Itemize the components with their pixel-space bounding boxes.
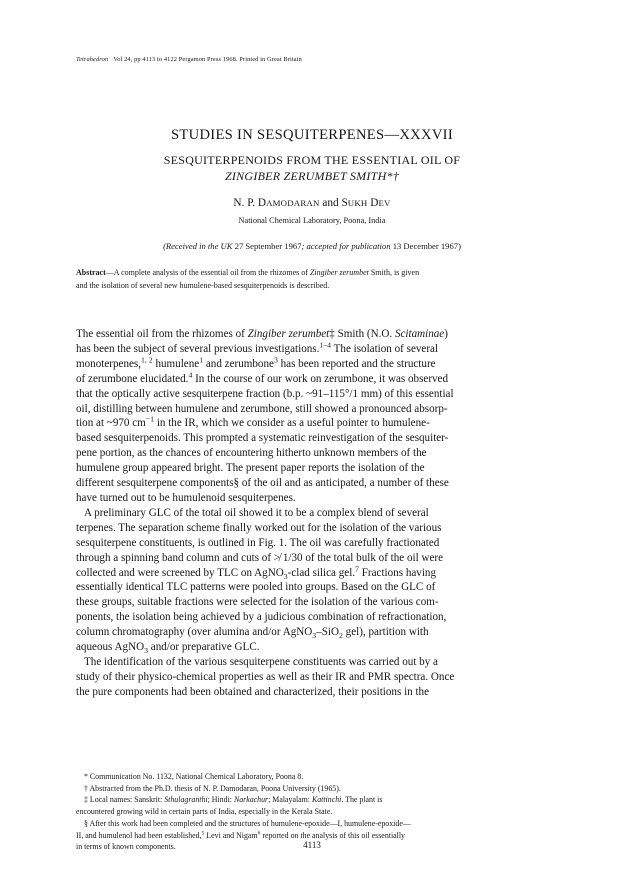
author-1-surname xyxy=(258,197,320,209)
page-number: 4113 xyxy=(303,840,321,850)
footnote-4-line-3: in terms of known components. xyxy=(76,842,176,852)
author-2-surname-initial: D xyxy=(370,197,379,209)
body-line: humulene group appeared bright. The present paper reports the isolation of the xyxy=(76,462,425,475)
body-text xyxy=(76,327,546,700)
author-2-given-initial: S xyxy=(341,197,348,209)
abstract-species: Zingiber zerumbet xyxy=(309,268,369,277)
order-name: Scitaminae xyxy=(394,328,445,340)
subscript: 3 xyxy=(312,631,317,641)
text-run: -clad silica gel. xyxy=(287,566,356,579)
author-line xyxy=(0,197,624,209)
abstract-line-2: and the isolation of several new humulene-based sesquiterpenoids is described. xyxy=(76,281,330,290)
body-line: terpenes. The separation scheme finally worked out for the isolation of the various xyxy=(76,521,442,534)
footnote-1: * Communication No. 1132, National Chemical Laboratory, Poona 8. xyxy=(84,772,304,781)
text-run: In the course of our work on zerumbone, it was observed xyxy=(192,372,449,385)
citation-ref: 3 xyxy=(273,355,278,365)
local-name: Narkachur xyxy=(233,795,269,805)
text-run: The essential oil from the rhizomes of xyxy=(76,328,248,340)
text-run: in the IR, which we consider as a useful pointer to humulene- xyxy=(154,417,430,430)
affiliation: National Chemical Laboratory, Poona, India xyxy=(238,216,386,225)
text-run: II, and humulenol had been established, xyxy=(76,830,202,840)
text-run: column chromatography (over alumina and/or AgNO xyxy=(76,626,313,639)
abstract xyxy=(76,266,548,292)
body-line xyxy=(76,563,546,581)
text-run: tion at ~970 cm xyxy=(76,417,146,430)
subscript: 3 xyxy=(144,646,148,656)
text-run: . The plant is xyxy=(341,795,383,805)
text-run: monoterpenes, xyxy=(76,357,142,370)
footnote-3-line-2: encountered growing wild in certain parts of India, especially in the Kerala State. xyxy=(76,807,333,817)
abstract-label: Abstract xyxy=(76,268,106,277)
journal-name: Tetrahedron xyxy=(76,56,109,63)
author-2-name xyxy=(341,197,390,209)
abstract-text-1: —A complete analysis of the essential oil from the rhizomes of xyxy=(105,268,310,277)
citation-ref: 4 xyxy=(188,370,193,380)
footnote-4: § After this work had been completed and the structures of humulene-epoxide—I, humulene-epoxide— xyxy=(84,818,411,828)
body-line xyxy=(76,640,546,655)
text-run: has been reported and the structure xyxy=(277,357,436,370)
paper-title: STUDIES IN SESQUITERPENES—XXXVII xyxy=(170,127,453,143)
unit-exponent: −1 xyxy=(145,414,155,424)
text-run: collected and were screened by TLC on AgNO xyxy=(76,566,284,579)
body-line: essentially identical TLC patterns were pooled into groups. Based on the GLC of xyxy=(76,581,436,594)
text-run: –SiO xyxy=(316,626,339,639)
author-1-surname-rest: AMODARAN xyxy=(266,198,320,208)
footnote-3 xyxy=(76,794,548,806)
author-conjunction: and xyxy=(322,197,339,209)
text-run: reported on the analysis of this oil essentially xyxy=(260,830,405,840)
text-run: has been the subject of several previous investigations. xyxy=(76,342,320,355)
body-line xyxy=(76,625,546,640)
author-1-surname-initial: D xyxy=(257,197,267,209)
text-run: ‡ Local names: Sanskrit: xyxy=(84,795,165,805)
accepted-label: ; accepted for publication xyxy=(301,241,391,251)
running-head xyxy=(76,56,302,63)
citation: Vol 24, pp 4113 to 4122 Pergamon Press 1968. Printed in Great Britain xyxy=(113,56,302,63)
paper-subtitle-line-2: ZINGIBER ZERUMBET SMITH*† xyxy=(224,169,400,183)
body-line xyxy=(76,357,546,372)
body-line: different sesquiterpene components§ of the oil and as anticipated, a number of these xyxy=(76,477,449,490)
body-line: these groups, suitable fractions were selected for the isolation of the various com- xyxy=(76,596,439,609)
body-line xyxy=(76,372,546,387)
body-line: pene portion, as the chances of encountering hitherto unknown members of the xyxy=(76,447,427,460)
text-run: ; Malayalam: xyxy=(268,795,312,805)
author-2-surname-rest: EV xyxy=(378,198,391,208)
text-run: humulene xyxy=(152,357,200,370)
text-run: ; Hindi: xyxy=(207,795,234,805)
citation-ref: 7 xyxy=(355,563,359,573)
body-line: The identification of the various sesquiterpene constituents was carried out by a xyxy=(84,655,438,668)
text-run: The isolation of several xyxy=(331,342,439,355)
species-name: Zingiber zerumbet xyxy=(247,328,330,340)
citation-ref: 6 xyxy=(257,829,261,836)
body-line: through a spinning band column and cuts of ≯ 1/30 of the total bulk of the oil were xyxy=(76,551,444,564)
text-run: aqueous AgNO xyxy=(76,641,145,654)
text-run: ) xyxy=(444,328,448,340)
body-line: that the optically active sesquiterpene fraction (b.p. ~91–115°/1 mm) of this essential xyxy=(76,387,454,400)
body-line: A preliminary GLC of the total oil showed it to be a complex blend of several xyxy=(84,506,429,519)
footnote-2: † Abstracted from the Ph.D. thesis of N. P. Damodaran, Poona University (1965). xyxy=(84,783,341,793)
subscript: 2 xyxy=(339,631,343,641)
text-run: gel), partition with xyxy=(342,626,429,639)
received-date: 27 September 1967 xyxy=(234,241,302,251)
body-line: study of their physico-chemical properties as well as their IR and PMR spectra. Once xyxy=(76,670,455,683)
text-run: of zerumbone elucidated. xyxy=(76,372,189,385)
citation-ref: 1 xyxy=(199,355,204,365)
text-run: Fractions having xyxy=(358,566,437,579)
local-name: Kattinchi xyxy=(311,795,342,805)
text-run: Levi and Nigam xyxy=(204,830,258,840)
subscript: 3 xyxy=(283,571,288,581)
text-run: and zerumbone xyxy=(203,357,274,370)
body-line xyxy=(76,327,546,342)
body-line: the pure components had been obtained and characterized, their positions in the xyxy=(76,685,430,698)
local-name: Sthulagranthi xyxy=(164,795,208,805)
body-line: have turned out to be humulenoid sesquiterpenes. xyxy=(76,491,296,504)
body-line xyxy=(76,416,546,431)
body-line: ponents, the isolation being achieved by a judicious combination of refractionation, xyxy=(76,611,447,624)
author-1-initials: N. P. xyxy=(233,197,256,209)
text-run: and/or preparative GLC. xyxy=(148,641,260,654)
abstract-text-2: Smith, is given xyxy=(368,268,420,277)
abstract-line-1 xyxy=(76,266,548,279)
body-line: sesquiterpene constituents, is outlined in Fig. 1. The oil was carefully fractionated xyxy=(76,536,440,549)
body-line: based sesquiterpenoids. This prompted a systematic reinvestigation of the sesquiter- xyxy=(76,432,449,445)
text-run: ‡ Smith (N.O. xyxy=(329,328,395,340)
paper-subtitle-line-1: SESQUITERPENOIDS FROM THE ESSENTIAL OIL OF xyxy=(163,153,461,167)
accepted-date: 13 December 1967) xyxy=(392,241,461,251)
received-prefix: (Received in the UK xyxy=(163,241,233,251)
citation-ref: 5 xyxy=(201,829,205,836)
body-line: oil, distilling between humulene and zerumbone, still showed a pronounced absorp- xyxy=(76,402,448,415)
received-line xyxy=(0,241,624,251)
citation-ref: 1, 2 xyxy=(141,355,153,365)
citation-ref: 1–4 xyxy=(319,340,332,350)
author-2-given-rest: UKH xyxy=(347,198,368,208)
